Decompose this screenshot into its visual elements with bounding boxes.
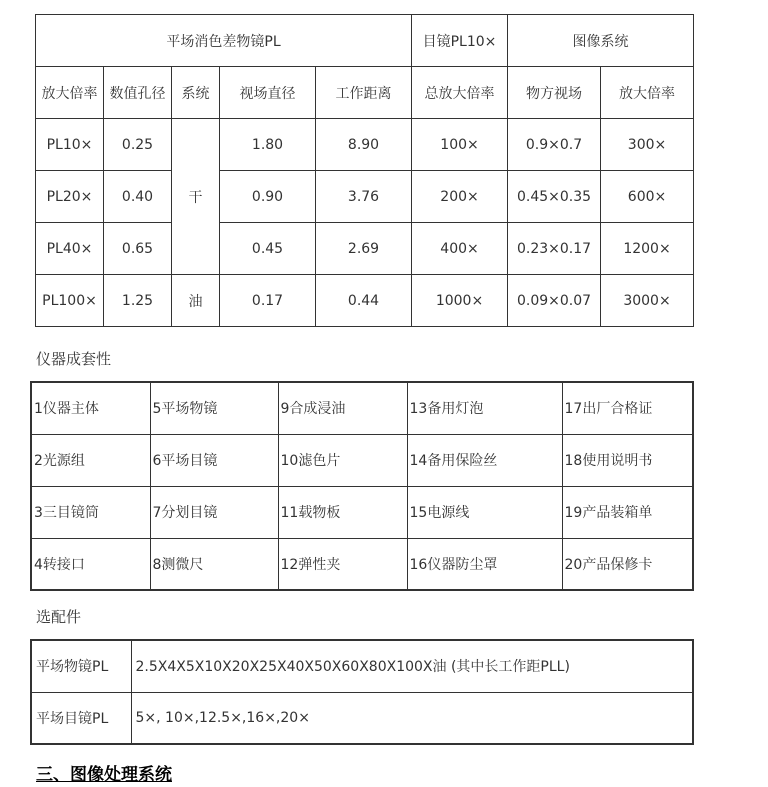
col-header-working-distance: 工作距离 bbox=[316, 67, 412, 119]
cell-image-magnification: 3000× bbox=[601, 275, 694, 327]
cell-image-magnification: 1200× bbox=[601, 223, 694, 275]
cell-working-distance: 3.76 bbox=[316, 171, 412, 223]
packing-item: 5平场物镜 bbox=[150, 382, 278, 434]
cell-system-oil: 油 bbox=[172, 275, 220, 327]
col-header-numerical-aperture: 数值孔径 bbox=[104, 67, 172, 119]
optional-value: 2.5X4X5X10X20X25X40X50X60X80X100X油 (其中长工作距PLL) bbox=[131, 640, 693, 692]
packing-item: 18使用说明书 bbox=[562, 434, 693, 486]
cell-magnification: PL10× bbox=[36, 119, 104, 171]
packing-item: 8测微尺 bbox=[150, 538, 278, 590]
cell-working-distance: 0.44 bbox=[316, 275, 412, 327]
col-header-image-magnification: 放大倍率 bbox=[601, 67, 694, 119]
cell-total-magnification: 400× bbox=[412, 223, 508, 275]
cell-magnification: PL40× bbox=[36, 223, 104, 275]
col-header-field-diameter: 视场直径 bbox=[220, 67, 316, 119]
spec-row-pl10 bbox=[36, 119, 694, 171]
packing-item: 12弹性夹 bbox=[278, 538, 407, 590]
cell-object-field: 0.45×0.35 bbox=[508, 171, 601, 223]
packing-item: 13备用灯泡 bbox=[407, 382, 562, 434]
cell-numerical-aperture: 0.40 bbox=[104, 171, 172, 223]
packing-item: 9合成浸油 bbox=[278, 382, 407, 434]
cell-system-dry: 干 bbox=[172, 119, 220, 275]
packing-row bbox=[31, 538, 693, 590]
packing-row bbox=[31, 486, 693, 538]
column-header-row bbox=[36, 67, 694, 119]
cell-object-field: 0.23×0.17 bbox=[508, 223, 601, 275]
objective-spec-table bbox=[35, 14, 694, 327]
cell-numerical-aperture: 1.25 bbox=[104, 275, 172, 327]
packing-item: 3三目镜筒 bbox=[31, 486, 150, 538]
cell-field-diameter: 0.90 bbox=[220, 171, 316, 223]
packing-item: 16仪器防尘罩 bbox=[407, 538, 562, 590]
cell-magnification: PL20× bbox=[36, 171, 104, 223]
col-header-object-field: 物方视场 bbox=[508, 67, 601, 119]
cell-image-magnification: 600× bbox=[601, 171, 694, 223]
optional-label: 平场物镜PL bbox=[31, 640, 131, 692]
col-header-system: 系统 bbox=[172, 67, 220, 119]
packing-item: 6平场目镜 bbox=[150, 434, 278, 486]
spec-row-pl40 bbox=[36, 223, 694, 275]
packing-row bbox=[31, 434, 693, 486]
cell-object-field: 0.9×0.7 bbox=[508, 119, 601, 171]
packing-item: 1仪器主体 bbox=[31, 382, 150, 434]
col-header-total-magnification: 总放大倍率 bbox=[412, 67, 508, 119]
cell-object-field: 0.09×0.07 bbox=[508, 275, 601, 327]
optional-row bbox=[31, 692, 693, 744]
optional-label: 平场目镜PL bbox=[31, 692, 131, 744]
packing-item: 14备用保险丝 bbox=[407, 434, 562, 486]
optional-row bbox=[31, 640, 693, 692]
group-header-objective: 平场消色差物镜PL bbox=[36, 15, 412, 67]
cell-numerical-aperture: 0.25 bbox=[104, 119, 172, 171]
packing-item: 7分划目镜 bbox=[150, 486, 278, 538]
spec-row-pl100 bbox=[36, 275, 694, 327]
packing-section-title: 仪器成套性 bbox=[36, 350, 112, 368]
packing-item: 20产品保修卡 bbox=[562, 538, 693, 590]
spec-row-pl20 bbox=[36, 171, 694, 223]
optional-section-title: 选配件 bbox=[36, 608, 82, 626]
cell-numerical-aperture: 0.65 bbox=[104, 223, 172, 275]
packing-item: 10滤色片 bbox=[278, 434, 407, 486]
cell-image-magnification: 300× bbox=[601, 119, 694, 171]
packing-item: 4转接口 bbox=[31, 538, 150, 590]
packing-item: 17出厂合格证 bbox=[562, 382, 693, 434]
cell-field-diameter: 0.45 bbox=[220, 223, 316, 275]
cell-field-diameter: 0.17 bbox=[220, 275, 316, 327]
cell-working-distance: 2.69 bbox=[316, 223, 412, 275]
packing-item: 19产品装箱单 bbox=[562, 486, 693, 538]
document-page bbox=[0, 14, 768, 783]
packing-item: 2光源组 bbox=[31, 434, 150, 486]
cell-total-magnification: 1000× bbox=[412, 275, 508, 327]
optional-value: 5×, 10×,12.5×,16×,20× bbox=[131, 692, 693, 744]
col-header-magnification: 放大倍率 bbox=[36, 67, 104, 119]
group-header-image-system: 图像系统 bbox=[508, 15, 694, 67]
cell-total-magnification: 200× bbox=[412, 171, 508, 223]
group-header-eyepiece: 目镜PL10× bbox=[412, 15, 508, 67]
image-processing-heading: 三、图像处理系统 bbox=[36, 765, 172, 785]
packing-item: 11载物板 bbox=[278, 486, 407, 538]
cell-field-diameter: 1.80 bbox=[220, 119, 316, 171]
packing-list-table bbox=[30, 381, 694, 591]
cell-magnification: PL100× bbox=[36, 275, 104, 327]
packing-row bbox=[31, 382, 693, 434]
optional-accessories-table bbox=[30, 639, 694, 745]
cell-working-distance: 8.90 bbox=[316, 119, 412, 171]
packing-item: 15电源线 bbox=[407, 486, 562, 538]
group-header-row bbox=[36, 15, 694, 67]
cell-total-magnification: 100× bbox=[412, 119, 508, 171]
